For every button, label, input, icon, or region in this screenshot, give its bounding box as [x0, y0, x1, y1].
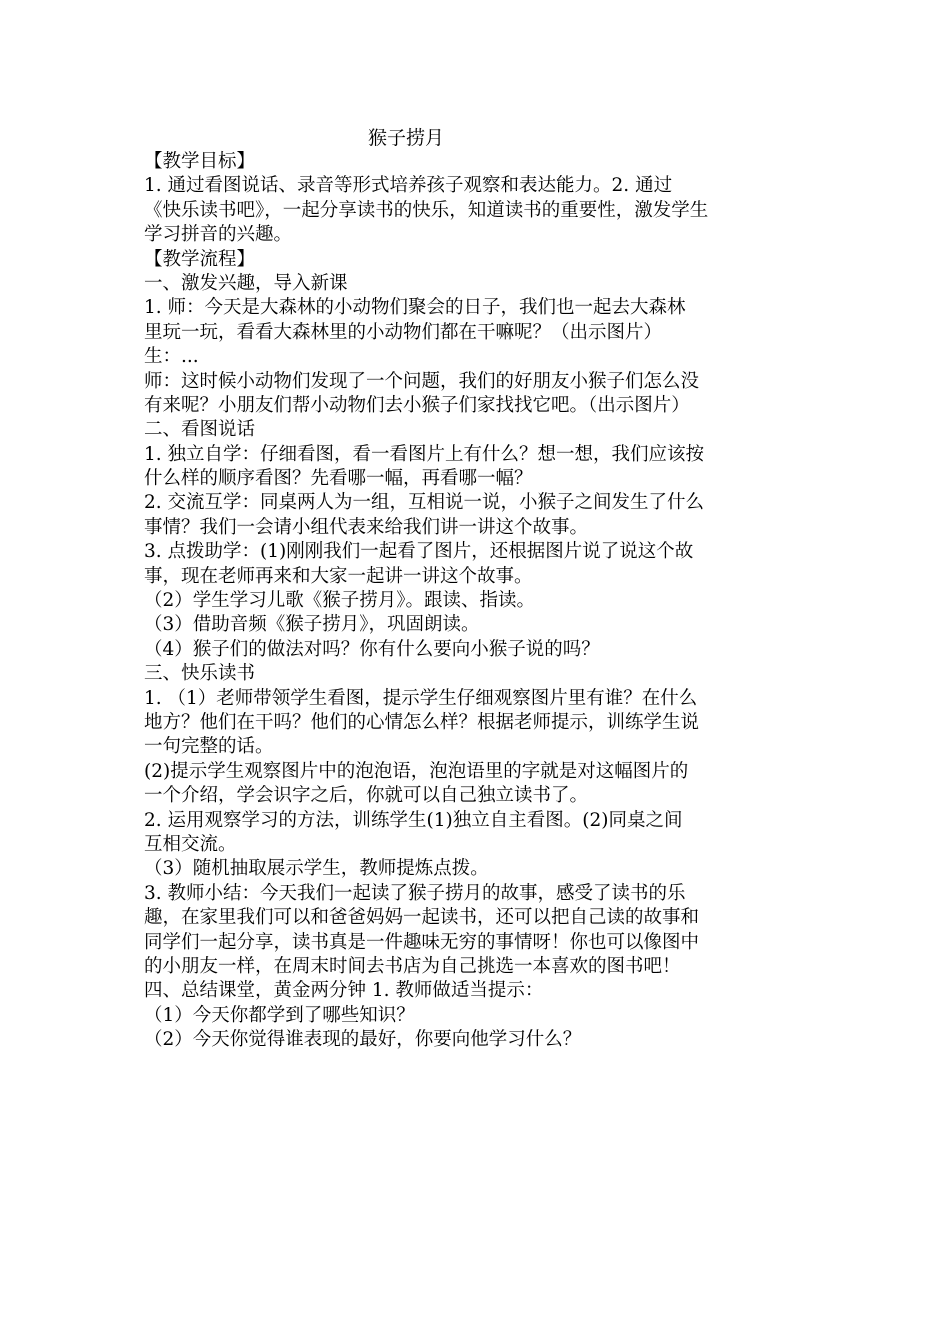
text-line: （2）学生学习儿歌《猴子捞月》。跟读、指读。 [144, 590, 536, 612]
text-line: 生：... [144, 346, 199, 368]
text-line: （4）猴子们的做法对吗？你有什么要向小猴子说的吗？ [144, 638, 600, 660]
text-line: 1. 独立自学：仔细看图，看一看图片上有什么？想一想，我们应该按 [144, 443, 705, 465]
text-line: 趣，在家里我们可以和爸爸妈妈一起读书，还可以把自己读的故事和 [144, 907, 700, 929]
text-line: 1. 通过看图说话、录音等形式培养孩子观察和表达能力。2. 通过 [144, 175, 673, 197]
text-line: 事，现在老师再来和大家一起讲一讲这个故事。 [144, 565, 533, 587]
text-line: 一个介绍，学会识字之后，你就可以自己独立读书了。 [144, 785, 589, 807]
text-line: 3. 点拨助学：(1)刚刚我们一起看了图片，还根据图片说了说这个故 [144, 541, 694, 563]
text-line: 师：这时候小动物们发现了一个问题，我们的好朋友小猴子们怎么没 [144, 370, 700, 392]
text-line: （3）借助音频《猴子捞月》，巩固朗读。 [144, 614, 480, 636]
text-line: 里玩一玩，看看大森林里的小动物们都在干嘛呢？（出示图片） [144, 321, 663, 343]
text-line: (2)提示学生观察图片中的泡泡语，泡泡语里的字就是对这幅图片的 [144, 760, 689, 782]
text-line: （3）随机抽取展示学生，教师提炼点拨。 [144, 858, 489, 880]
text-line: 1. 师：今天是大森林的小动物们聚会的日子，我们也一起去大森林 [144, 297, 686, 319]
text-line: 事情？我们一会请小组代表来给我们讲一讲这个故事。 [144, 516, 589, 538]
text-line: 学习拼音的兴趣。 [144, 224, 293, 246]
text-line: 1. （1）老师带领学生看图，提示学生仔细观察图片里有谁？在什么 [144, 687, 698, 709]
text-line: 2. 交流互学：同桌两人为一组，互相说一说，小猴子之间发生了什么 [144, 492, 705, 514]
text-line: 一句完整的话。 [144, 736, 274, 758]
text-line: 一、激发兴趣，导入新课 [144, 272, 348, 294]
text-line: （2）今天你觉得谁表现的最好，你要向他学习什么？ [144, 1029, 582, 1051]
document-title: 猴子捞月 [368, 127, 445, 149]
text-line: 【教学流程】 [144, 248, 256, 270]
text-line: 互相交流。 [144, 833, 237, 855]
text-line: 同学们一起分享，读书真是一件趣味无穷的事情呀！你也可以像图中 [144, 931, 700, 953]
text-line: 3. 教师小结：今天我们一起读了猴子捞月的故事，感受了读书的乐 [144, 882, 686, 904]
text-line: （1）今天你都学到了哪些知识？ [144, 1004, 415, 1026]
text-line: 《快乐读书吧》，一起分享读书的快乐，知道读书的重要性，激发学生 [144, 199, 709, 221]
document-body [144, 150, 812, 1052]
text-line: 二、看图说话 [144, 419, 256, 441]
text-line: 的小朋友一样，在周末时间去书店为自己挑选一本喜欢的图书吧！ [144, 955, 681, 977]
text-line: 【教学目标】 [144, 151, 256, 172]
text-line: 有来呢？小朋友们帮小动物们去小猴子们家找找它吧。（出示图片） [144, 394, 690, 416]
text-line: 三、快乐读书 [144, 663, 256, 685]
text-line: 2. 运用观察学习的方法，训练学生(1)独立自主看图。(2)同桌之间 [144, 809, 683, 831]
text-line: 地方？他们在干吗？他们的心情怎么样？根据老师提示，训练学生说 [144, 711, 700, 733]
text-line: 四、总结课堂，黄金两分钟 1. 教师做适当提示： [144, 980, 544, 1002]
text-line: 什么样的顺序看图？先看哪一幅，再看哪一幅？ [144, 468, 533, 490]
